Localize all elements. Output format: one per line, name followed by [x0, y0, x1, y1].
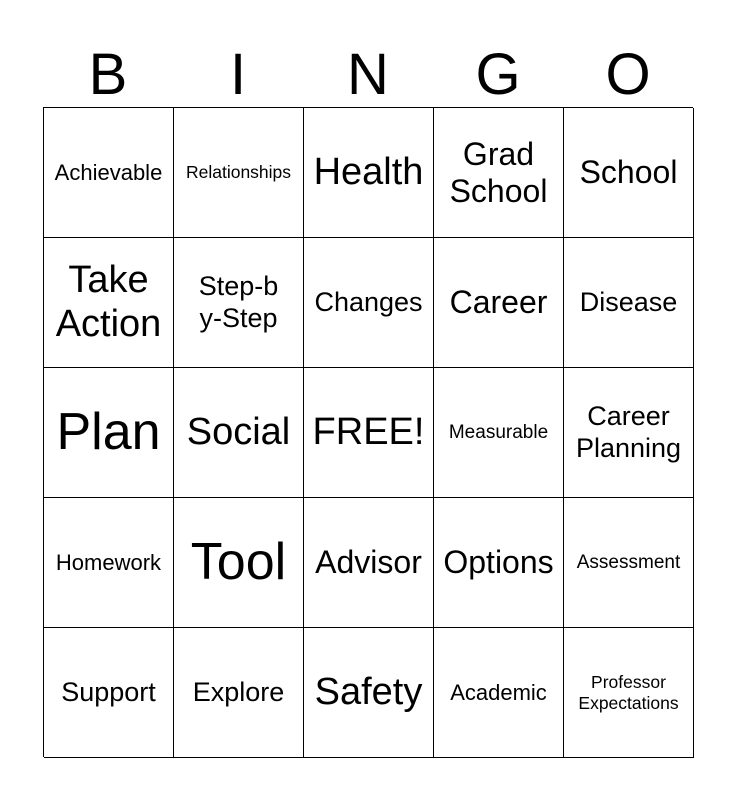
bingo-cell[interactable]	[304, 628, 434, 758]
cell-label: Advisor	[315, 544, 422, 581]
bingo-cell[interactable]	[174, 238, 304, 368]
cell-label: Explore	[192, 676, 285, 707]
bingo-board	[43, 107, 693, 757]
cell-label: Support	[61, 676, 156, 707]
cell-label: Social	[186, 410, 291, 453]
header-letter-o: O	[605, 42, 651, 107]
cell-label: Assessment	[576, 551, 681, 573]
cell-label: Career	[449, 284, 548, 321]
bingo-cell[interactable]	[434, 628, 564, 758]
header-letter-i: I	[229, 42, 247, 107]
cell-label: Options	[443, 544, 554, 581]
bingo-cell[interactable]	[174, 498, 304, 628]
bingo-header	[43, 40, 693, 108]
bingo-cell[interactable]	[564, 368, 694, 498]
header-letter-b: B	[88, 42, 128, 107]
cell-label: Plan	[56, 403, 161, 462]
cell-label: School	[579, 154, 678, 191]
bingo-cell[interactable]	[434, 238, 564, 368]
cell-label: Relationships	[185, 162, 292, 183]
bingo-cell[interactable]	[564, 498, 694, 628]
bingo-cell[interactable]	[564, 108, 694, 238]
cell-label: Tool	[190, 533, 287, 592]
bingo-cell[interactable]	[434, 498, 564, 628]
bingo-cell[interactable]	[564, 628, 694, 758]
bingo-cell[interactable]	[304, 108, 434, 238]
cell-label: Grad School	[449, 135, 548, 209]
bingo-cell[interactable]	[564, 238, 694, 368]
bingo-cell[interactable]	[44, 368, 174, 498]
cell-label: Academic	[450, 679, 547, 705]
header-letter-n: N	[347, 42, 389, 107]
bingo-cell[interactable]	[304, 498, 434, 628]
cell-label: Achievable	[54, 159, 163, 185]
bingo-cell[interactable]	[434, 368, 564, 498]
bingo-cell[interactable]	[174, 368, 304, 498]
cell-label: Step-by-Step	[198, 271, 279, 333]
header-letter-g: G	[475, 42, 521, 107]
bingo-cell[interactable]	[44, 498, 174, 628]
bingo-cell[interactable]	[174, 108, 304, 238]
cell-label: Career Planning	[575, 401, 682, 463]
cell-label: FREE!	[312, 410, 425, 453]
cell-label: Disease	[579, 286, 678, 317]
bingo-cell[interactable]	[434, 108, 564, 238]
cell-label: Changes	[314, 286, 423, 317]
cell-label: Safety	[314, 670, 423, 713]
cell-label: Measurable	[448, 421, 549, 443]
bingo-cell[interactable]	[44, 108, 174, 238]
cell-label: Homework	[55, 549, 162, 575]
bingo-cell[interactable]	[304, 238, 434, 368]
cell-label: Health	[313, 150, 424, 193]
bingo-cell[interactable]	[174, 628, 304, 758]
bingo-cell[interactable]	[44, 238, 174, 368]
free-space[interactable]	[304, 368, 434, 498]
cell-label: Professor Expectations	[578, 672, 679, 713]
cell-label: Take Action	[55, 258, 162, 345]
bingo-cell[interactable]	[44, 628, 174, 758]
